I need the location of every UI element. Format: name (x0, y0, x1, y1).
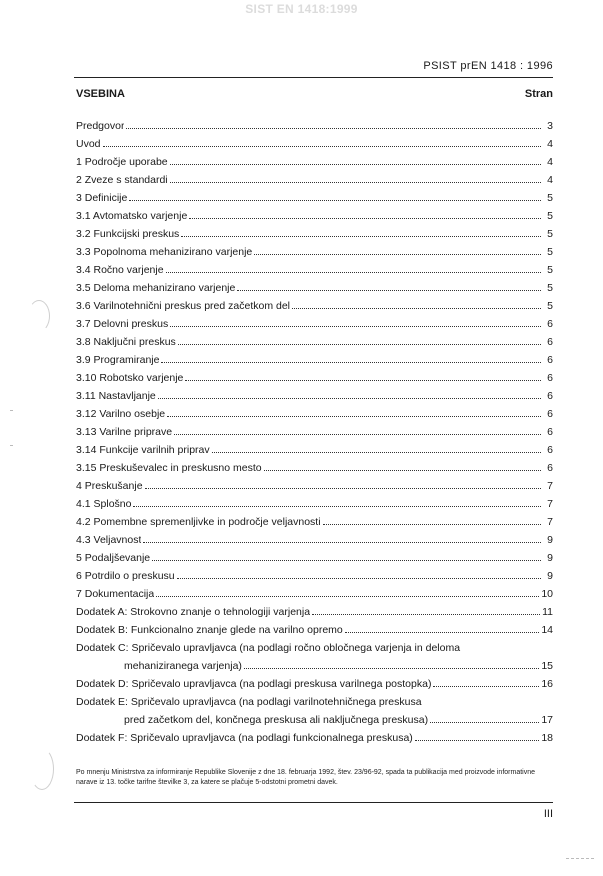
toc-leader-dots (170, 164, 541, 165)
toc-entry-label: Dodatek C: Spričevalo upravljavca (na podlagi ročno obločnega varjenja in deloma (76, 642, 461, 654)
toc-leader-dots (189, 218, 541, 219)
toc-entry-label: 3.3 Popolnoma mehanizirano varjenje (76, 246, 253, 258)
toc-leader-dots (178, 344, 541, 345)
toc-leader-dots (174, 434, 541, 435)
toc-entry-page: 5 (547, 246, 553, 258)
toc-entry-page: 4 (547, 138, 553, 150)
toc-entry-line (76, 279, 553, 297)
toc-entry-line (76, 567, 553, 585)
toc-entry-page: 5 (547, 282, 553, 294)
toc-entry-label: 2 Zveze s standardi (76, 174, 168, 186)
toc-entry-page: 3 (547, 120, 553, 132)
toc-entry-line (76, 531, 553, 549)
toc-entry-label: 3.8 Naključni preskus (76, 336, 176, 348)
toc-entry-label: 3.1 Avtomatsko varjenje (76, 210, 188, 222)
toc-entry (76, 621, 553, 639)
toc-leader-dots (103, 146, 541, 147)
toc-entry-page: 5 (547, 300, 553, 312)
toc-entry-line (76, 639, 553, 657)
toc-entry-page: 6 (547, 462, 553, 474)
toc-entry (76, 207, 553, 225)
toc-entry-line (76, 171, 553, 189)
scan-artifact-arc (28, 300, 50, 332)
toc-entry-line (76, 225, 553, 243)
toc-entry (76, 351, 553, 369)
document-id: PSIST prEN 1418 : 1996 (423, 60, 553, 72)
footnote: Po mnenju Ministrstva za informiranje Republike Slovenije z dne 18. februarja 1992, štev. 23/96-92, spada ta publikacija med proizvode informativne narave iz 13. točke tarifne številke 3, za katere se plačuje 5-odstotni prometni davek. (76, 769, 536, 786)
toc-entry (76, 297, 553, 315)
toc-leader-dots (170, 326, 541, 327)
toc-entry (76, 189, 553, 207)
scan-artifact-tick (10, 445, 13, 446)
toc-leader-dots (185, 380, 541, 381)
toc-entry-page: 9 (547, 552, 553, 564)
toc-entry (76, 693, 553, 729)
toc-entry-label: Uvod (76, 138, 101, 150)
toc-entry-line (76, 693, 553, 711)
toc-entry-label: mehaniziranega varjenja) (124, 660, 242, 672)
toc-entry-page: 6 (547, 372, 553, 384)
toc-leader-dots (143, 542, 541, 543)
toc-leader-dots (166, 272, 541, 273)
toc-leader-dots (415, 740, 540, 741)
toc-leader-dots (161, 362, 541, 363)
toc-leader-dots (156, 596, 539, 597)
toc-entry-label: 4 Preskušanje (76, 480, 143, 492)
toc-entry (76, 135, 553, 153)
toc-entry-page: 5 (547, 192, 553, 204)
toc-entry-page: 16 (541, 678, 553, 690)
toc-entry-line (76, 711, 553, 729)
toc-entry-page: 6 (547, 318, 553, 330)
toc-entry-page: 5 (547, 264, 553, 276)
toc-entry (76, 513, 553, 531)
toc-entry-label: Dodatek F: Spričevalo upravljavca (na podlagi funkcionalnega preskusa) (76, 732, 413, 744)
toc-entry-label: 3.10 Robotsko varjenje (76, 372, 184, 384)
scan-artifact-arc (30, 748, 54, 790)
toc-entry (76, 567, 553, 585)
toc-entry-label: 4.2 Pomembne spremenljivke in področje veljavnosti (76, 516, 321, 528)
toc-entry-page: 6 (547, 444, 553, 456)
toc-entry (76, 243, 553, 261)
toc-entry (76, 387, 553, 405)
toc-entry-label: 3.13 Varilne priprave (76, 426, 173, 438)
toc-leader-dots (167, 416, 541, 417)
toc-entry (76, 729, 553, 747)
toc-entry-label: Dodatek E: Spričevalo upravljavca (na podlagi varilnotehničnega preskusa (76, 696, 422, 708)
toc-entry (76, 639, 553, 675)
toc-leader-dots (145, 488, 541, 489)
toc-entry (76, 441, 553, 459)
toc-entry-line (76, 729, 553, 747)
toc-entry-label: 3.11 Nastavljanje (76, 390, 156, 402)
toc-entry-page: 5 (547, 228, 553, 240)
toc-leader-dots (129, 200, 541, 201)
toc-entry-page: 7 (547, 480, 553, 492)
toc-leader-dots (345, 632, 540, 633)
toc-entry-line (76, 315, 553, 333)
toc-leader-dots (158, 398, 541, 399)
page-column-heading: Stran (524, 88, 553, 100)
toc-entry-page: 18 (541, 732, 553, 744)
toc-entry-page: 6 (547, 426, 553, 438)
toc-entry-page: 7 (547, 498, 553, 510)
toc-entry-line (76, 369, 553, 387)
toc-entry (76, 675, 553, 693)
toc-entry-line (76, 423, 553, 441)
watermark: SIST EN 1418:1999 (245, 2, 358, 16)
toc-entry-page: 9 (547, 570, 553, 582)
toc-entry-line (76, 297, 553, 315)
toc-entry-label: 3.14 Funkcije varilnih priprav (76, 444, 210, 456)
toc-entry-label: 3.2 Funkcijski preskus (76, 228, 180, 240)
toc-leader-dots (152, 560, 541, 561)
page-number: III (543, 808, 553, 820)
toc-entry (76, 531, 553, 549)
toc-entry-line (76, 513, 553, 531)
toc-leader-dots (133, 506, 541, 507)
toc-entry-label: 3.7 Delovni preskus (76, 318, 169, 330)
toc-entry (76, 261, 553, 279)
toc-entry-page: 9 (547, 534, 553, 546)
toc-entry-line (76, 153, 553, 171)
toc-entry (76, 333, 553, 351)
toc-entry-page: 6 (547, 390, 553, 402)
toc-entry-page: 17 (541, 714, 553, 726)
header-divider (74, 77, 553, 78)
toc-leader-dots (181, 236, 541, 237)
toc-entry (76, 549, 553, 567)
toc-entry-label: 4.1 Splošno (76, 498, 132, 510)
toc-entry-line (76, 549, 553, 567)
toc-entry-line (76, 459, 553, 477)
toc-entry-page: 11 (542, 606, 553, 618)
toc-entry-line (76, 405, 553, 423)
toc-entry-label: 3.15 Preskuševalec in preskusno mesto (76, 462, 262, 474)
toc-entry (76, 315, 553, 333)
toc-entry-line (76, 603, 553, 621)
toc-entry-line (76, 387, 553, 405)
toc-entry-label: 1 Področje uporabe (76, 156, 168, 168)
toc-entry-label: 3.4 Ročno varjenje (76, 264, 164, 276)
toc-leader-dots (254, 254, 541, 255)
toc-leader-dots (430, 722, 539, 723)
toc-leader-dots (244, 668, 539, 669)
toc-entry-label: Predgovor (76, 120, 125, 132)
footer-divider (74, 802, 553, 803)
toc-entry-label: 5 Podaljševanje (76, 552, 151, 564)
scan-artifact-dash (566, 858, 594, 859)
toc-entry (76, 459, 553, 477)
toc-entry-line (76, 135, 553, 153)
toc-entry (76, 495, 553, 513)
toc-entry-label: 3.5 Deloma mehanizirano varjenje (76, 282, 236, 294)
toc-entry-page: 6 (547, 354, 553, 366)
toc-entry-line (76, 621, 553, 639)
toc-entry-label: pred začetkom del, končnega preskusa ali naključnega preskusa) (124, 714, 429, 726)
toc-entry-page: 15 (541, 660, 553, 672)
toc-leader-dots (126, 128, 541, 129)
toc-entry-line (76, 477, 553, 495)
toc-leader-dots (312, 614, 540, 615)
toc-entry-page: 6 (547, 408, 553, 420)
toc-entry (76, 279, 553, 297)
toc-entry (76, 405, 553, 423)
toc-entry (76, 117, 553, 135)
toc-entry-label: 3.12 Varilno osebje (76, 408, 166, 420)
scan-artifact-tick (10, 410, 13, 411)
toc-entry (76, 153, 553, 171)
toc-entry-label: 4.3 Veljavnost (76, 534, 142, 546)
toc-leader-dots (433, 686, 539, 687)
toc-entry-label: Dodatek A: Strokovno znanje o tehnologiji varjenja (76, 606, 311, 618)
toc-entry-line (76, 117, 553, 135)
toc-entry-label: Dodatek B: Funkcionalno znanje glede na varilno opremo (76, 624, 343, 636)
toc-entry-line (76, 207, 553, 225)
toc-entry-line (76, 657, 553, 675)
toc-entry (76, 423, 553, 441)
toc-entry-page: 5 (547, 210, 553, 222)
toc-entry-line (76, 441, 553, 459)
toc-leader-dots (177, 578, 541, 579)
toc-leader-dots (292, 308, 541, 309)
toc-leader-dots (212, 452, 541, 453)
toc-entry-line (76, 495, 553, 513)
toc-title: VSEBINA (76, 88, 125, 100)
toc-entry-label: 3.9 Programiranje (76, 354, 160, 366)
toc-entry-label: 7 Dokumentacija (76, 588, 155, 600)
toc-entry-page: 4 (547, 174, 553, 186)
toc-leader-dots (170, 182, 541, 183)
toc-entry-page: 7 (547, 516, 553, 528)
toc-entry-page: 14 (541, 624, 553, 636)
table-of-contents (76, 117, 553, 747)
toc-entry-label: Dodatek D: Spričevalo upravljavca (na podlagi preskusa varilnega postopka) (76, 678, 432, 690)
toc-entry-label: 6 Potrdilo o preskusu (76, 570, 175, 582)
toc-leader-dots (323, 524, 541, 525)
toc-entry-label: 3.6 Varilnotehnični preskus pred začetkom del (76, 300, 291, 312)
toc-entry-line (76, 333, 553, 351)
toc-entry-line (76, 261, 553, 279)
toc-heading-row (76, 88, 553, 100)
toc-entry-line (76, 585, 553, 603)
toc-entry-page: 6 (547, 336, 553, 348)
toc-leader-dots (237, 290, 541, 291)
toc-entry-line (76, 675, 553, 693)
toc-entry (76, 225, 553, 243)
toc-entry (76, 585, 553, 603)
toc-entry-line (76, 351, 553, 369)
toc-entry (76, 171, 553, 189)
toc-entry (76, 603, 553, 621)
toc-entry-page: 4 (547, 156, 553, 168)
toc-entry (76, 477, 553, 495)
toc-entry (76, 369, 553, 387)
toc-entry-line (76, 243, 553, 261)
toc-entry-page: 10 (541, 588, 553, 600)
toc-entry-label: 3 Definicije (76, 192, 128, 204)
toc-entry-line (76, 189, 553, 207)
toc-leader-dots (264, 470, 541, 471)
